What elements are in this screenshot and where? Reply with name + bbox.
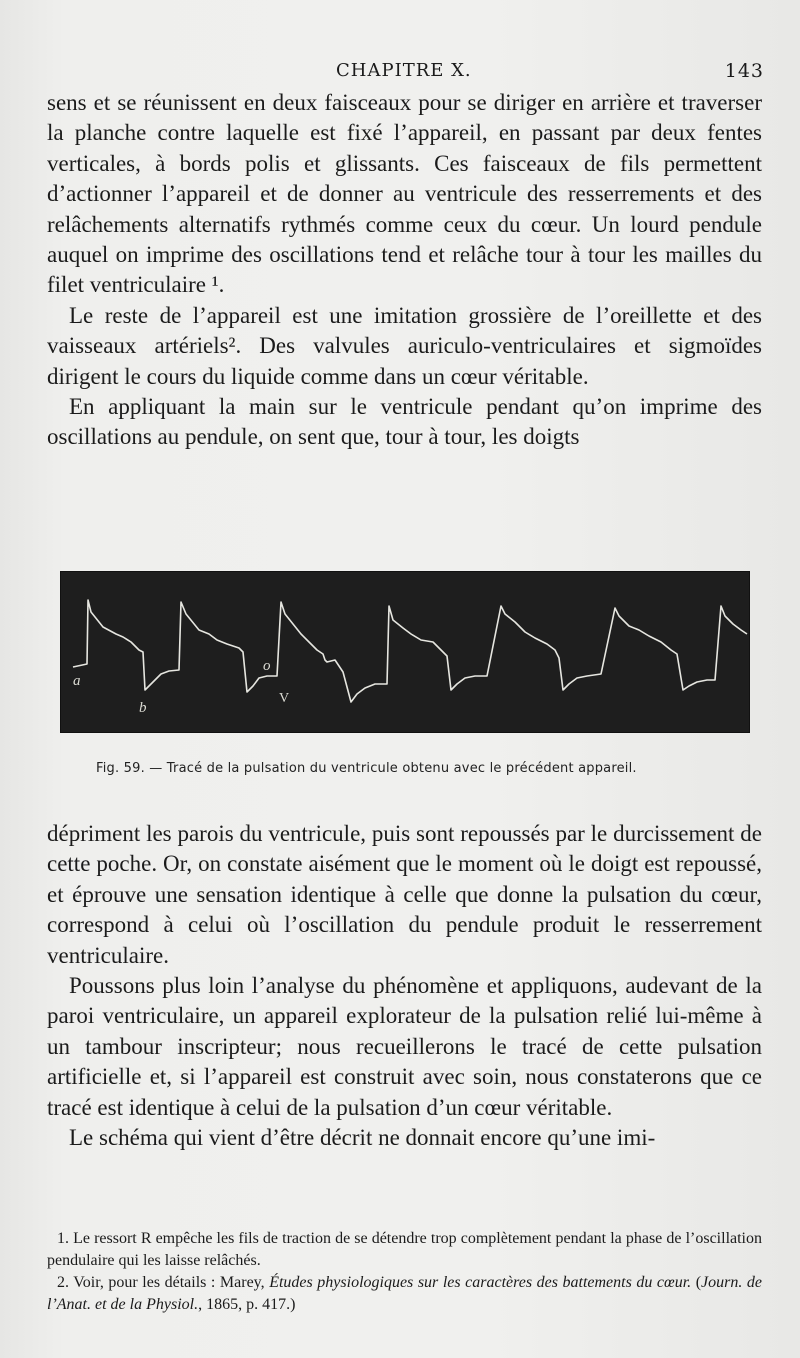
footnote-2 (47, 1272, 762, 1316)
running-head (48, 60, 766, 84)
footnote-1: 1. Le ressort R empêche les fils de traction de se détendre trop complètement pendant la phase de l’oscillation pendulaire qui les laisse relâchés. (47, 1230, 762, 1269)
figure-label-o: o (263, 658, 271, 674)
footnote-2-paren: ( (691, 1274, 702, 1291)
pulse-tracing-figure (60, 571, 750, 733)
footnote-2-suffix: , 1865, p. 417.) (198, 1296, 296, 1313)
paragraph: En appliquant la main sur le ventricule pendant qu’on imprime des oscillations au pendule, on sent que, tour à tour, les doigts (47, 394, 762, 450)
body-text-top (47, 88, 762, 453)
paragraph: Le schéma qui vient d’être décrit ne donnait encore qu’une imi- (69, 1125, 656, 1151)
footnote-2-prefix: 2. Voir, pour les détails : Marey, (57, 1274, 270, 1291)
paragraph: sens et se réunissent en deux faisceaux pour se diriger en arrière et traverser la planche contre laquelle est fixé l’appareil, en passant par deux fentes verticales, à bords polis et glissants. Ces faisceaux de fils permettent d’actionner l’appareil et de donner au ventricule des resserrements et des relâchements alternatifs rythmés comme ceux du cœur. Un lourd pendule auquel on imprime des oscillations tend et relâche tour à tour les mailles du filet ventriculaire ¹. (47, 90, 762, 298)
chapter-title: CHAPITRE X. (336, 60, 472, 81)
figure-caption: Fig. 59. — Tracé de la pulsation du ventricule obtenu avec le précédent appareil. (96, 761, 637, 776)
paragraph: Poussons plus loin l’analyse du phénomène et appliquons, audevant de la paroi ventriculaire, un appareil explorateur de la pulsation relié lui-même à un tambour inscripteur; nous recueillerons le tracé de cette pulsation artificielle et, si l’appareil est construit avec soin, nous constaterons que ce tracé est identique à celui de la pulsation d’un cœur véritable. (47, 973, 762, 1120)
figure-label-b: b (139, 700, 147, 716)
body-text-bottom (47, 819, 762, 1153)
footnote-2-journal: Journ. de l’Anat. et de la Physiol. (47, 1274, 763, 1313)
footnotes (47, 1228, 762, 1316)
pulse-trace-line (73, 600, 747, 702)
page-number: 143 (724, 60, 764, 82)
paragraph: dépriment les parois du ventricule, puis sont repoussés par le durcissement de cette poche. Or, on constate aisément que le moment où le doigt est repoussé, et éprouve une sensation identique à celle que donne la pulsation du cœur, correspond à celui où l’oscillation du pendule produit le resserrement ventriculaire. (47, 821, 762, 968)
paragraph: Le reste de l’appareil est une imitation grossière de l’oreillette et des vaisseaux artériels². Des valvules auriculo-ventriculaires et sigmoïdes dirigent le cours du liquide comme dans un cœur véritable. (47, 302, 762, 389)
pulse-tracing-svg (61, 572, 749, 732)
footnote-2-title: Études physiologiques sur les caractères des battements du cœur. (269, 1274, 692, 1291)
figure-label-a: a (73, 673, 81, 689)
figure-label-v: V (279, 691, 290, 706)
